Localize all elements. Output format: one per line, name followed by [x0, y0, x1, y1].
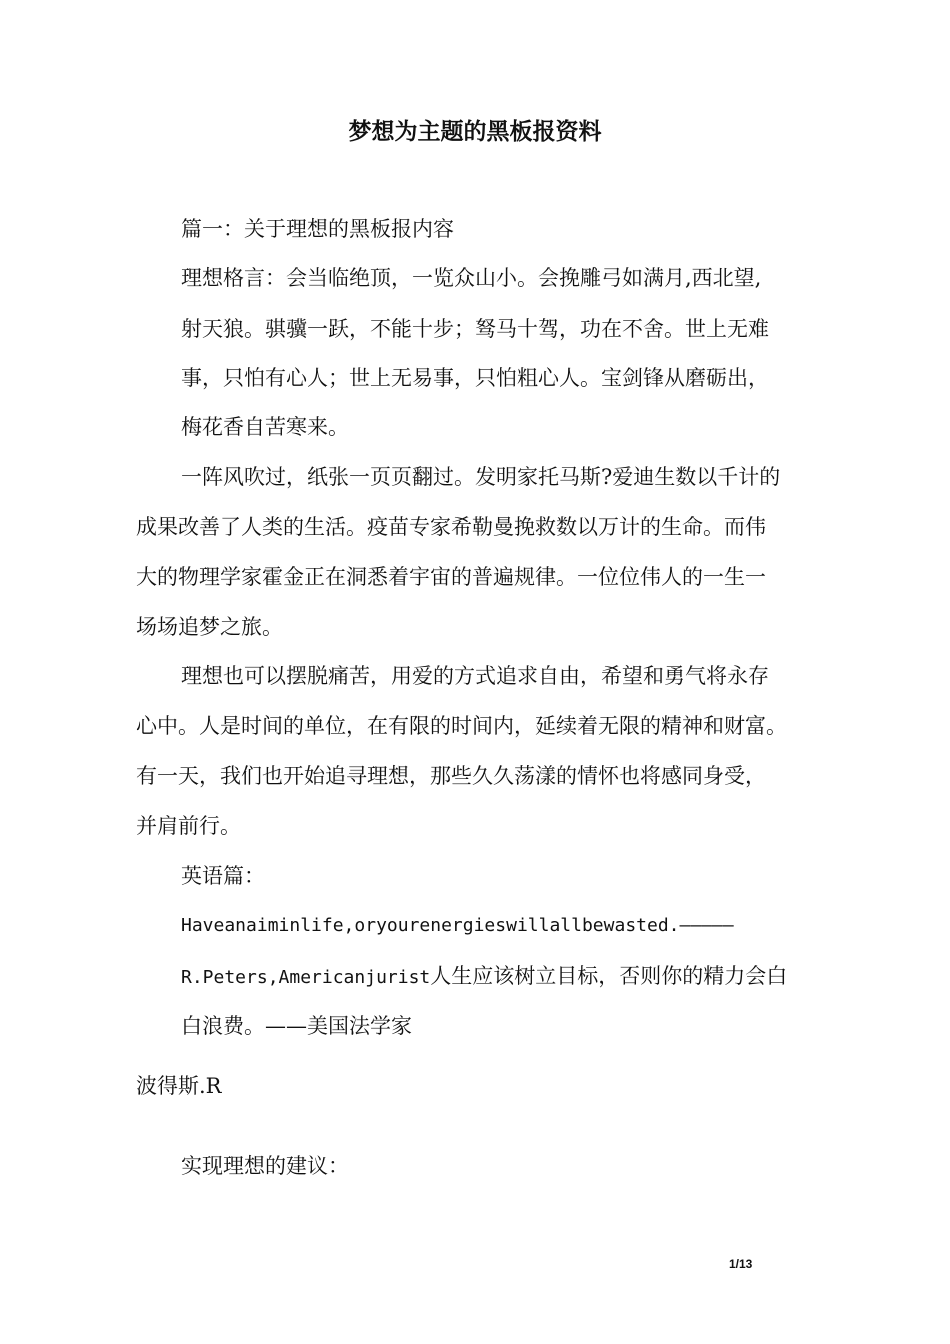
motto-line: 事，只怕有心人；世上无易事，只怕粗心人。宝剑锋从磨砺出，: [181, 366, 769, 390]
advice-heading: 实现理想的建议：: [181, 1154, 349, 1178]
english-quote-line: 白浪费。——美国法学家: [181, 1014, 412, 1038]
quote-attribution: R.Peters,Americanjurist: [181, 967, 431, 988]
english-quote-line: Haveanaiminlife,oryourenergieswillallbewasted.—————: [181, 915, 734, 936]
paragraph-line: 心中。人是时间的单位，在有限的时间内，延续着无限的精神和财富。: [136, 714, 787, 738]
paragraph-line: 场场追梦之旅。: [136, 615, 283, 639]
paragraph-line: 大的物理学家霍金正在洞悉着宇宙的普遍规律。一位位伟人的一生一: [136, 565, 766, 589]
section-heading: 篇一：关于理想的黑板报内容: [181, 217, 454, 241]
motto-line: 梅花香自苦寒来。: [181, 415, 349, 439]
motto-line: 理想格言：会当临绝顶，一览众山小。会挽雕弓如满月,西北望,: [181, 266, 762, 290]
paragraph-line: 一阵风吹过，纸张一页页翻过。发明家托马斯?爱迪生数以千计的: [181, 465, 781, 489]
page-number: 1/13: [729, 1257, 753, 1271]
document-title: 梦想为主题的黑板报资料: [348, 119, 602, 145]
english-quote-line: [181, 962, 787, 992]
quote-translation: 人生应该树立目标，否则你的精力会白: [430, 964, 788, 988]
author-line: 波得斯.R: [136, 1074, 222, 1098]
paragraph-line: 有一天，我们也开始追寻理想，那些久久荡漾的情怀也将感同身受，: [136, 764, 766, 788]
english-heading: 英语篇：: [181, 864, 265, 888]
paragraph-line: 成果改善了人类的生活。疫苗专家希勒曼挽救数以万计的生命。而伟: [136, 515, 766, 539]
paragraph-line: 并肩前行。: [136, 814, 241, 838]
paragraph-line: 理想也可以摆脱痛苦，用爱的方式追求自由，希望和勇气将永存: [181, 664, 769, 688]
motto-line: 射天狼。骐骥一跃，不能十步；驽马十驾，功在不舍。世上无难: [181, 317, 769, 341]
